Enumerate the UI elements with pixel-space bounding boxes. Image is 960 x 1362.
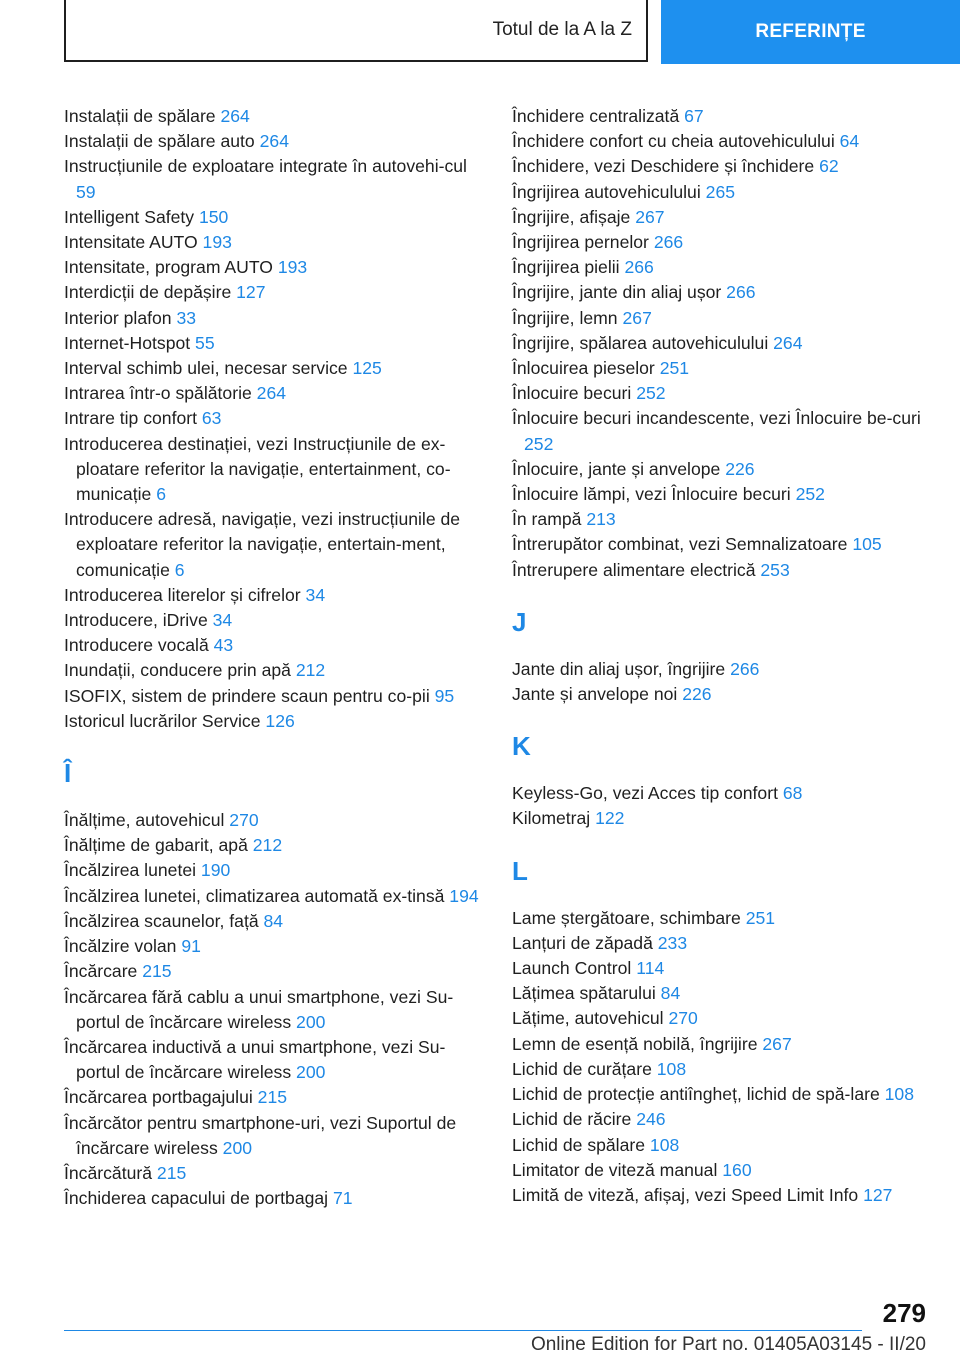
index-entry-text: Lățime, autovehicul [512, 1008, 669, 1029]
index-entry [512, 306, 927, 331]
index-entry [64, 959, 479, 984]
index-entry [512, 532, 927, 557]
index-entry [64, 583, 479, 608]
index-entry [64, 709, 479, 734]
index-entry [512, 1082, 927, 1107]
index-page-link[interactable]: 71 [332, 1188, 353, 1209]
index-entry [64, 1035, 479, 1085]
index-entry-text: Lemn de esență nobilă, îngrijire [512, 1033, 763, 1054]
index-entry [64, 1085, 479, 1110]
index-entry-text: Îngrijirea pernelor [512, 232, 654, 253]
index-page-link[interactable]: 270 [668, 1008, 698, 1029]
index-page-link[interactable]: 84 [263, 910, 284, 931]
index-entry [512, 154, 927, 179]
index-page-link[interactable]: 64 [839, 131, 860, 152]
index-page-link[interactable]: 251 [659, 358, 690, 379]
index-page-link[interactable]: 127 [863, 1184, 893, 1205]
index-page-link[interactable]: 267 [622, 307, 652, 328]
index-page-link[interactable]: 108 [884, 1084, 914, 1105]
index-page-link[interactable]: 114 [636, 958, 665, 979]
index-entry [64, 230, 479, 255]
index-entry-text: Încărcător pentru smartphone-uri, vezi Suportul de încărcare wireless [64, 1112, 457, 1158]
index-entry [64, 684, 479, 709]
index-entry-text: Încălzirea lunetei [64, 860, 201, 881]
index-page-link[interactable]: 150 [198, 206, 229, 227]
index-entry [512, 682, 927, 707]
index-page-link[interactable]: 200 [296, 1062, 326, 1083]
index-page-link[interactable]: 226 [725, 458, 755, 479]
index-entry [512, 356, 927, 381]
index-entry [64, 129, 479, 154]
index-entry [512, 956, 927, 981]
index-entry [512, 657, 927, 682]
index-letter-heading: J [512, 606, 527, 637]
index-entry [64, 507, 479, 583]
index-page-link[interactable]: 252 [795, 484, 825, 505]
index-entry-text: Încălzirea scaunelor, față [64, 910, 264, 931]
index-entry [64, 381, 479, 406]
index-entry-text: Introducere adresă, navigație, vezi instrucțiunile de exploatare referitor la navigație, entertain-ment, comunicație [64, 509, 461, 580]
index-entry [512, 558, 927, 583]
index-entry-text: Introducere, iDrive [64, 610, 213, 631]
index-entry [512, 406, 927, 456]
index-entry [64, 331, 479, 356]
index-entry [512, 981, 927, 1006]
index-entry [512, 1006, 927, 1031]
index-entry-text: Limitator de viteză manual [512, 1159, 723, 1180]
index-entry-text: Internet-Hotspot [64, 332, 196, 353]
index-letter-heading: K [512, 731, 531, 762]
index-entry-text: Încărcarea portbagajului [64, 1087, 258, 1108]
index-entry-text: Intensitate AUTO [64, 232, 203, 253]
index-entry [64, 909, 479, 934]
index-entry [64, 104, 479, 129]
index-entry-text: Interval schimb ulei, necesar service [64, 358, 353, 379]
index-entry [64, 406, 479, 431]
index-page-link[interactable]: 84 [660, 983, 681, 1004]
index-entry [64, 280, 479, 305]
index-page-link[interactable]: 122 [595, 808, 625, 829]
index-entry-text: Instalații de spălare auto [64, 131, 260, 152]
index-entry-text: Jante din aliaj ușor, îngrijire [512, 658, 731, 679]
index-entry [64, 356, 479, 381]
index-entry-text: Intrarea într-o spălătorie [64, 383, 257, 404]
index-page-link[interactable]: 91 [181, 936, 201, 957]
index-page-link[interactable]: 246 [636, 1109, 666, 1130]
index-entry-text: Intelligent Safety [64, 206, 199, 227]
index-page-link[interactable]: 212 [295, 660, 326, 681]
index-letter-heading: L [512, 855, 528, 886]
index-entry [512, 129, 927, 154]
index-entry [512, 931, 927, 956]
index-page-link[interactable]: 160 [722, 1159, 752, 1180]
index-page-link[interactable]: 266 [624, 257, 654, 278]
index-page-link[interactable]: 126 [265, 710, 295, 731]
index-entry [512, 1107, 927, 1132]
index-page-link[interactable]: 264 [773, 332, 803, 353]
index-page-link[interactable]: 194 [449, 885, 479, 906]
index-page-link[interactable]: 266 [730, 658, 760, 679]
index-entry-text: Lame ștergătoare, schimbare [512, 907, 746, 928]
index-entry-text: Intensitate, program AUTO [64, 257, 278, 278]
index-entry-text: Închiderea capacului de portbagaj [64, 1188, 333, 1209]
index-entry [512, 280, 927, 305]
page-number: 279 [882, 1298, 926, 1328]
index-entry [64, 154, 479, 204]
index-entry [512, 255, 927, 280]
index-entry-text: Îngrijirea pielii [512, 257, 625, 278]
index-entry-text: Încălzirea lunetei, climatizarea automată ex-tinsă [64, 885, 450, 906]
index-entry [64, 608, 479, 633]
index-entry [64, 1161, 479, 1186]
index-page-link[interactable]: 253 [760, 559, 790, 580]
index-entry [512, 1057, 927, 1082]
index-column-right [512, 104, 927, 1208]
index-page-link[interactable]: 34 [212, 610, 233, 631]
index-entry-text: Lichid de spălare [512, 1134, 650, 1155]
index-page-link[interactable]: 193 [277, 257, 308, 278]
index-entry-text: Instrucțiunile de exploatare integrate în autovehi-cul [64, 156, 467, 177]
index-entry [512, 1133, 927, 1158]
index-entry-text: Lățimea spătarului [512, 983, 661, 1004]
index-page-link[interactable]: 108 [649, 1134, 680, 1155]
index-entry-text: Întrerupător combinat, vezi Semnalizatoare [512, 534, 853, 555]
index-page-link[interactable]: 267 [762, 1033, 792, 1054]
index-entry [64, 985, 479, 1035]
index-page-link[interactable]: 127 [236, 282, 266, 303]
index-letter-heading: Î [64, 758, 72, 789]
index-entry [512, 482, 927, 507]
index-entry [64, 205, 479, 230]
index-entry-text: Încărcătură [64, 1162, 157, 1183]
index-entry [64, 833, 479, 858]
chapter-tab[interactable]: REFERINȚE [661, 0, 960, 64]
index-page-link[interactable]: 215 [257, 1087, 288, 1108]
index-entry-text: Instalații de spălare [64, 106, 221, 126]
index-entry-text: Introducerea destinației, vezi Instrucțiunile de ex-ploatare referitor la navigație, entertainment, co-municație [64, 433, 451, 505]
index-entry-text: Interior plafon [64, 307, 177, 328]
index-entry-text: Kilometraj [512, 808, 596, 829]
index-entry-text: Jante și anvelope noi [512, 684, 683, 705]
index-page-link[interactable]: 200 [296, 1011, 326, 1032]
index-entry-text: Înlocuire becuri incandescente, vezi Înlocuire be-curi [512, 408, 921, 429]
index-page-link[interactable]: 215 [142, 961, 172, 982]
index-entry-text: Încălzire volan [64, 936, 182, 957]
page-header [0, 0, 960, 66]
index-entry-text: Introducere vocală [64, 635, 214, 656]
index-page-link[interactable]: 215 [156, 1162, 187, 1183]
index-entry-text: Înălțime, autovehicul [64, 810, 230, 831]
index-page-link[interactable]: 55 [195, 332, 215, 353]
index-entry [512, 507, 927, 532]
index-column-left [64, 104, 479, 1211]
index-page-link[interactable]: 43 [213, 635, 234, 656]
index-entry [512, 104, 927, 129]
index-entry [512, 205, 927, 230]
index-entry-text: Închidere centralizată [512, 106, 685, 126]
index-entry-text: Îngrijire, jante din aliaj ușor [512, 282, 727, 303]
index-page-link[interactable]: 108 [656, 1058, 687, 1079]
index-entry [512, 230, 927, 255]
index-page-link[interactable]: 105 [852, 534, 882, 555]
index-page-link[interactable]: 6 [156, 484, 166, 505]
index-entry [512, 457, 927, 482]
index-page-link[interactable]: 125 [352, 358, 382, 379]
index-entry-text: Înălțime de gabarit, apă [64, 835, 253, 856]
index-entry-text: În rampă [512, 509, 587, 530]
index-page-link[interactable]: 6 [174, 559, 185, 580]
index-entry [64, 255, 479, 280]
index-page-link[interactable]: 266 [653, 232, 684, 253]
index-page-link[interactable]: 59 [76, 181, 96, 202]
index-entry-text: Inundații, conducere prin apă [64, 660, 296, 681]
index-entry-text: Introducerea literelor și cifrelor [64, 584, 306, 605]
index-page-link[interactable]: 266 [726, 282, 756, 303]
index-entry [512, 331, 927, 356]
index-entry-text: Înlocuirea pieselor [512, 358, 660, 379]
index-page-link[interactable]: 264 [259, 131, 289, 152]
index-entry-text: Îngrijirea autovehiculului [512, 181, 706, 202]
index-page-link[interactable]: 62 [819, 156, 839, 177]
index-entry-text: Închidere, vezi Deschidere și închidere [512, 156, 820, 177]
index-page-link[interactable]: 264 [220, 106, 250, 126]
index-entry-text: Îngrijire, spălarea autovehiculului [512, 332, 774, 353]
index-entry [512, 1158, 927, 1183]
index-entry [64, 884, 479, 909]
index-entry [512, 1032, 927, 1057]
index-entry-text: Închidere confort cu cheia autovehiculului [512, 131, 840, 152]
index-entry [64, 432, 479, 508]
index-entry-text: Încărcarea fără cablu a unui smartphone, vezi Su-portul de încărcare wireless [64, 986, 454, 1032]
index-page-link[interactable]: 200 [222, 1137, 253, 1158]
index-entry [64, 858, 479, 883]
index-page-link[interactable]: 267 [635, 206, 665, 227]
index-page-link[interactable]: 265 [705, 181, 736, 202]
index-page-link[interactable]: 63 [201, 408, 222, 429]
index-entry [64, 306, 479, 331]
index-page-link[interactable]: 270 [229, 810, 259, 831]
index-entry-text: Lanțuri de zăpadă [512, 932, 658, 953]
index-entry-text: ISOFIX, sistem de prindere scaun pentru co-pii [64, 685, 435, 706]
index-entry [64, 934, 479, 959]
index-entry-text: Înlocuire becuri [512, 383, 637, 404]
index-entry-text: Istoricul lucrărilor Service [64, 710, 266, 731]
index-entry [64, 1186, 479, 1211]
index-page-link[interactable]: 33 [176, 307, 197, 328]
index-entry [64, 1111, 479, 1161]
index-entry-text: Încărcarea inductivă a unui smartphone, vezi Su-portul de încărcare wireless [64, 1036, 446, 1083]
index-entry [64, 633, 479, 658]
index-entry-text: Înlocuire lămpi, vezi Înlocuire becuri [512, 484, 796, 505]
index-entry-text: Interdicții de depășire [64, 282, 237, 303]
index-entry [512, 381, 927, 406]
index-page-link[interactable]: 67 [684, 106, 704, 126]
index-entry-text: Îngrijire, afișaje [512, 206, 636, 227]
index-page-link[interactable]: 212 [252, 835, 283, 856]
index-page-link[interactable]: 251 [745, 907, 776, 928]
index-entry-text: Lichid de protecție antiîngheț, lichid de spă-lare [512, 1084, 885, 1105]
index-entry [512, 906, 927, 931]
index-entry [512, 180, 927, 205]
index-entry [64, 808, 479, 833]
index-page-link[interactable]: 68 [782, 783, 803, 804]
index-page-link[interactable]: 264 [256, 383, 287, 404]
index-page-link[interactable]: 252 [524, 433, 554, 454]
index-entry-text: Launch Control [512, 958, 637, 979]
index-entry-text: Intrare tip confort [64, 408, 202, 429]
index-entry-text: Întrerupere alimentare electrică [512, 559, 761, 580]
index-page-link[interactable]: 226 [682, 684, 712, 705]
index-entry-text: Lichid de curățare [512, 1058, 657, 1079]
index-page-link[interactable]: 95 [434, 685, 455, 706]
index-entry-text: Înlocuire, jante și anvelope [512, 458, 726, 479]
index-page-link[interactable]: 233 [657, 932, 688, 953]
index-entry [512, 1183, 927, 1208]
index-entry [64, 658, 479, 683]
index-page-link[interactable]: 213 [586, 509, 616, 530]
section-title: Totul de la A la Z [64, 0, 648, 62]
index-page-link[interactable]: 252 [636, 383, 666, 404]
index-entry-text: Încărcare [64, 961, 143, 982]
footer-divider [64, 1330, 862, 1331]
index-entry-text: Lichid de răcire [512, 1109, 637, 1130]
index-entry [512, 781, 927, 806]
index-entry-text: Limită de viteză, afișaj, vezi Speed Limit Info [512, 1184, 864, 1205]
index-entry [512, 806, 927, 831]
footer-edition: Online Edition for Part no. 01405A03145 - II/20 [530, 1334, 926, 1355]
index-entry-text: Îngrijire, lemn [512, 307, 623, 328]
index-page-link[interactable]: 190 [200, 860, 231, 881]
index-page-link[interactable]: 193 [202, 232, 232, 253]
index-entry-text: Keyless-Go, vezi Acces tip confort [512, 783, 783, 804]
index-page-link[interactable]: 34 [305, 584, 326, 605]
